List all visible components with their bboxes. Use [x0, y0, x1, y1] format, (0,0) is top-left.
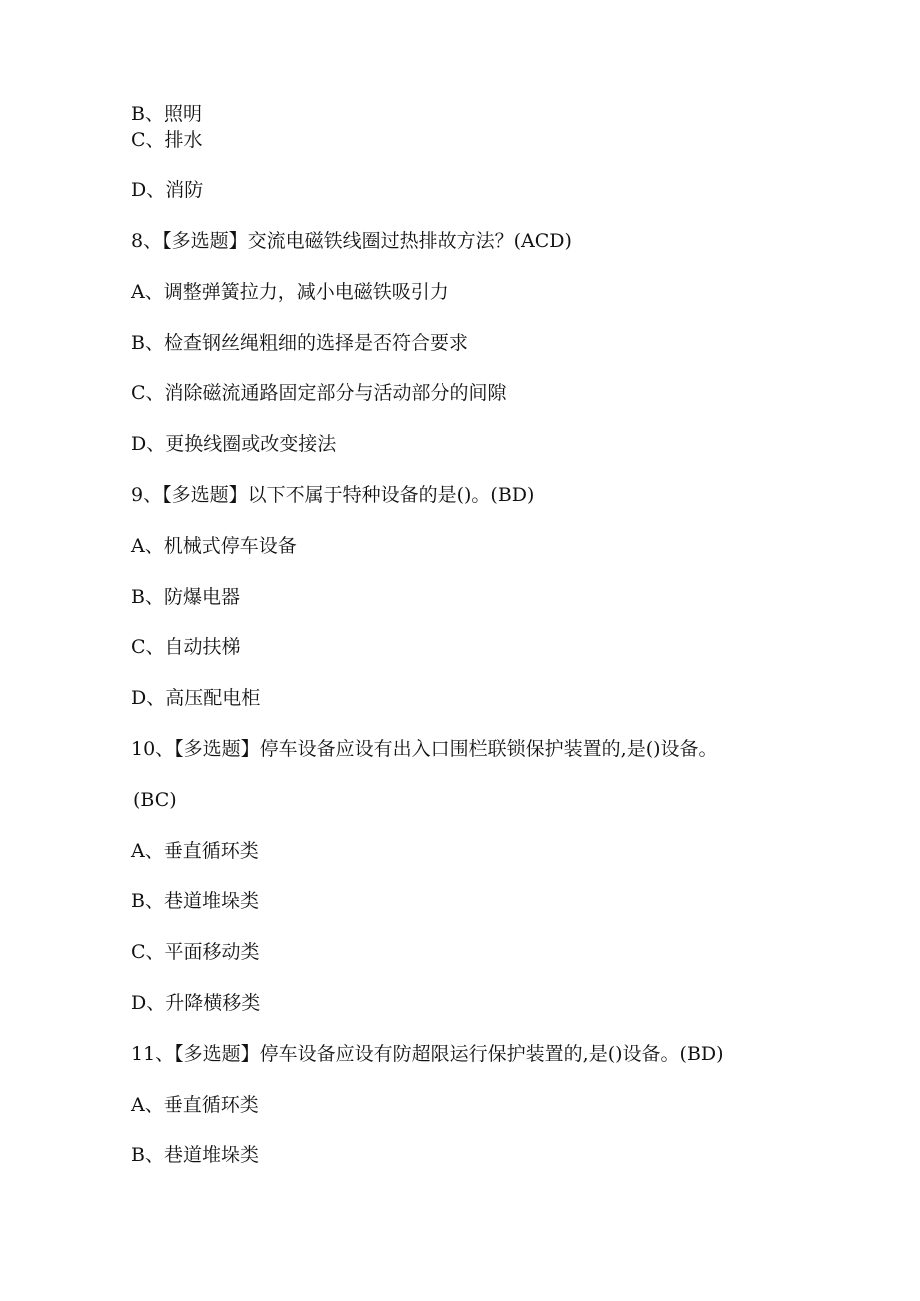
q10-option-b: B、巷道堆垛类 — [131, 890, 259, 912]
q11-option-b: B、巷道堆垛类 — [131, 1144, 259, 1166]
q9-question: 9、【多选题】以下不属于特种设备的是()。(BD) — [131, 484, 535, 506]
q9-option-c: C、自动扶梯 — [131, 636, 241, 658]
q8-option-a: A、调整弹簧拉力，减小电磁铁吸引力 — [131, 281, 449, 303]
q10-option-a: A、垂直循环类 — [131, 840, 259, 862]
q8-option-b: B、检查钢丝绳粗细的选择是否符合要求 — [131, 332, 468, 354]
q9-option-a: A、机械式停车设备 — [131, 535, 297, 557]
q11-question: 11、【多选题】停车设备应设有防超限运行保护装置的,是()设备。(BD) — [131, 1043, 724, 1065]
q10-option-d: D、升降横移类 — [131, 992, 261, 1014]
q8-option-d: D、更换线圈或改变接法 — [131, 433, 337, 455]
q7-option-c: C、排水 — [131, 129, 203, 151]
q11-option-a: A、垂直循环类 — [131, 1094, 259, 1116]
q8-question: 8、【多选题】交流电磁铁线圈过热排故方法？(ACD) — [131, 230, 572, 252]
q9-option-b: B、防爆电器 — [131, 586, 240, 608]
q7-option-b: B、照明 — [131, 103, 202, 125]
q7-option-d: D、消防 — [131, 179, 204, 201]
q10-answer: (BC) — [133, 789, 177, 811]
q10-option-c: C、平面移动类 — [131, 941, 260, 963]
q10-question: 10、【多选题】停车设备应设有出入口围栏联锁保护装置的,是()设备。 — [131, 738, 718, 760]
q8-option-c: C、消除磁流通路固定部分与活动部分的间隙 — [131, 382, 507, 404]
q9-option-d: D、高压配电柜 — [131, 687, 261, 709]
